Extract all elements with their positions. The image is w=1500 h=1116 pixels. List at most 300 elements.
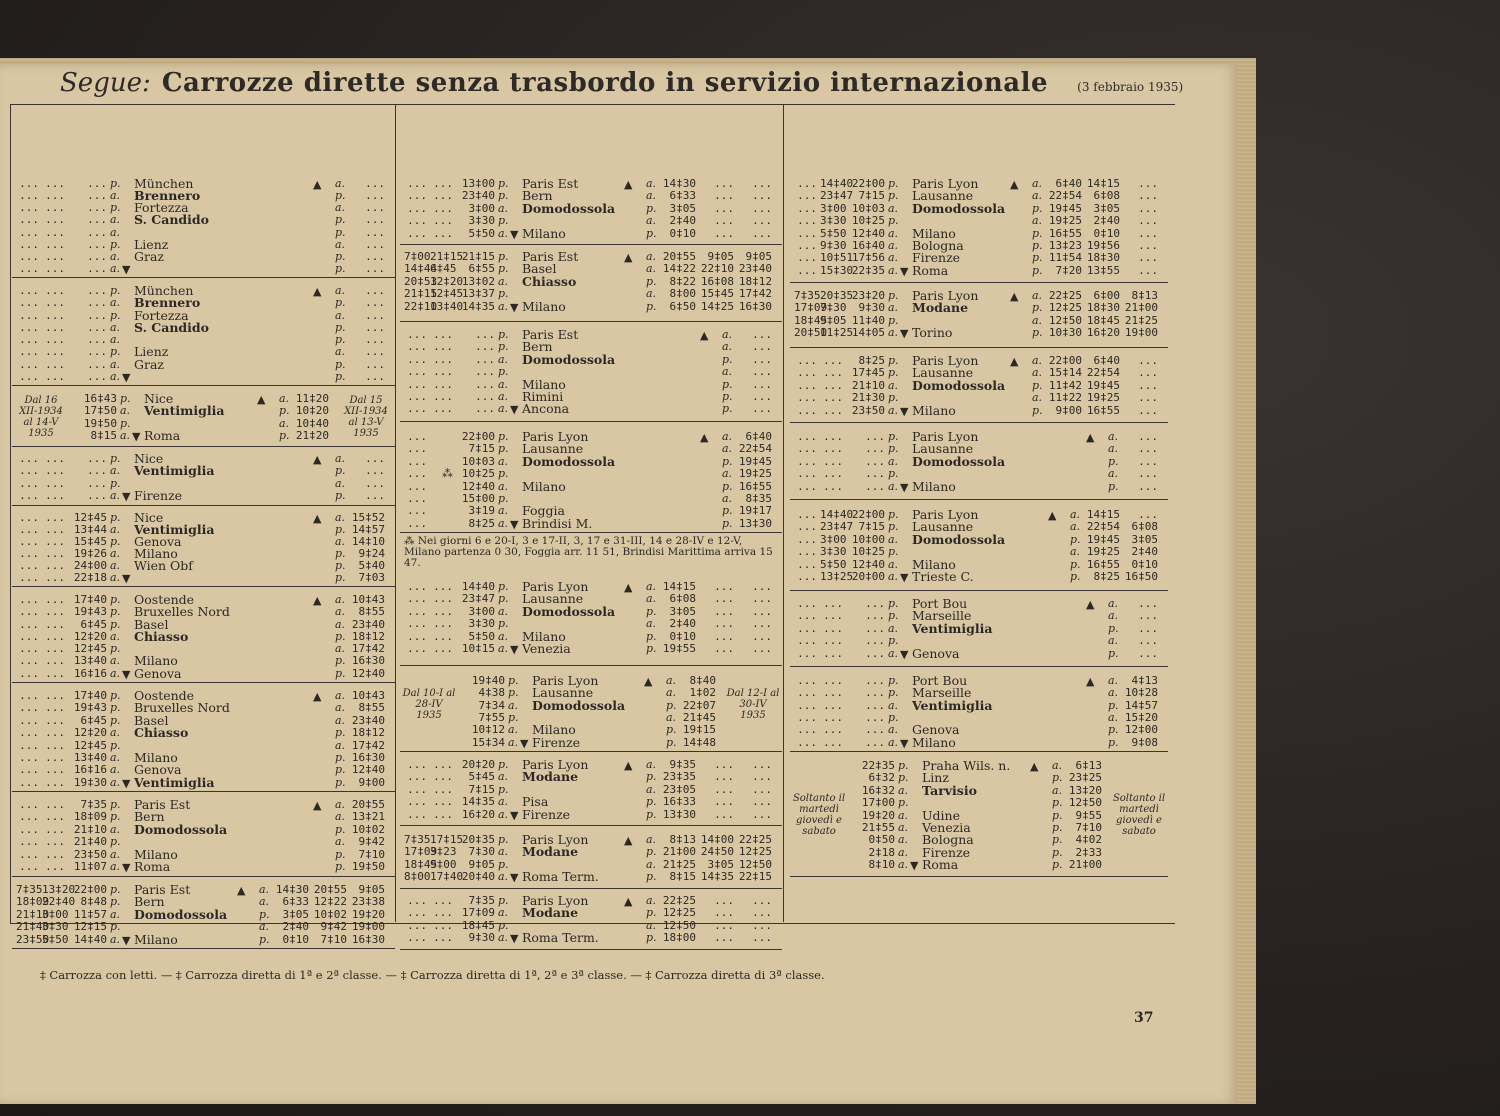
time-cell: 7‡30 [820,301,847,315]
time-cell: a. [1032,391,1043,405]
time-cell: ... [45,225,65,239]
time-cell: p. [888,520,899,534]
station-name: Bern [134,894,165,910]
table-row [400,643,782,655]
time-cell: ... [87,249,107,263]
time-cell: 14‡44 [404,262,438,276]
up-arrow-icon: ▲ [313,799,322,812]
time-cell: ... [19,261,39,275]
time-cell: ... [797,520,817,534]
time-cell: ... [19,835,39,849]
time-cell: ... [752,402,772,416]
station-name: Genova [134,534,182,549]
time-cell: ... [45,617,65,631]
time-cell: 19‡20 [861,808,895,822]
time-cell: ... [407,580,427,593]
time-cell: ... [433,758,453,771]
table-row [400,932,782,944]
station-name: Roma [912,262,949,278]
station-name: Roma Term. [522,930,599,946]
time-cell: a. [335,476,346,490]
time-cell: a. [646,857,657,871]
time-cell: 21‡10 [73,822,107,836]
time-cell: ... [19,763,39,777]
time-cell: 8‡40 [689,674,716,687]
time-cell: 22‡15 [738,870,772,884]
time-cell: ... [823,442,843,456]
time-cell: p. [888,214,899,228]
time-cell: a. [722,442,733,456]
station-name: Marseille [912,685,972,701]
time-cell: 22‡00 [461,430,495,443]
time-cell: ... [714,807,734,821]
down-arrow-icon: ▼ [510,643,519,656]
time-cell: 5‡50 [820,557,847,571]
time-cell: 13‡44 [73,523,107,536]
time-cell: 24‡50 [700,845,734,859]
time-cell: ... [752,795,772,809]
time-cell: ... [365,177,385,190]
time-cell: 14‡30 [662,177,696,190]
time-cell: a. [335,835,346,849]
time-cell: 14‡48 [682,735,716,749]
time-cell: a. [110,629,121,643]
time-cell: p. [1070,557,1081,571]
time-cell: 0‡10 [282,932,309,946]
time-cell: p. [1070,570,1081,583]
time-cell: ... [407,629,427,643]
station-name: Bern [522,339,553,355]
time-cell: 12‡50 [662,918,696,932]
time-cell: a. [335,713,346,727]
time-cell: ... [365,261,385,275]
time-cell: ... [87,213,107,227]
time-cell: a. [110,464,121,478]
time-cell: ... [752,340,772,354]
time-cell: 16‡08 [700,274,734,288]
time-cell: 0‡10 [669,629,696,643]
station-name: Brennero [134,188,201,204]
time-cell: ... [365,237,385,251]
time-cell: ... [823,646,843,660]
time-cell: p. [722,390,733,403]
time-cell: ... [797,723,817,737]
time-cell: 3‡30 [468,214,495,228]
time-cell: 11‡20 [295,392,329,405]
time-cell: 19‡43 [73,605,107,619]
time-cell: a. [646,580,657,593]
time-cell: ... [433,604,453,618]
time-cell: 24‡00 [73,559,107,572]
time-cell: 8‡48 [80,895,107,909]
time-cell: 13‡55 [1086,263,1120,277]
time-cell: 10‡03 [461,454,495,468]
time-cell: 16‡20 [1086,326,1120,340]
table-row [400,724,782,736]
time-cell: p. [498,250,509,263]
table-row [400,712,782,724]
time-cell: ... [1138,189,1158,203]
timetable-block [400,429,782,533]
time-cell: p. [1032,403,1043,417]
time-cell: p. [646,226,657,240]
time-cell: p. [888,508,899,521]
time-cell: 23‡47 [820,189,854,203]
down-arrow-icon: ▼ [122,861,131,874]
time-cell: ... [433,931,453,945]
time-cell: ... [87,189,107,203]
time-cell: p. [1108,735,1119,749]
time-cell: ... [865,723,885,737]
time-cell: p. [1052,833,1063,847]
time-cell: ... [714,617,734,631]
time-cell: p. [335,489,346,503]
time-cell: p. [888,686,899,700]
time-cell: p. [666,735,677,749]
time-cell: ... [797,354,817,367]
table-row [12,616,395,632]
time-cell: ... [45,750,65,764]
time-cell: p. [335,559,346,572]
time-cell: p. [110,738,121,752]
time-cell: ... [433,782,453,796]
station-name: Graz [134,248,164,264]
time-cell: 16‡16 [73,666,107,680]
time-cell: 11‡42 [1048,378,1082,392]
time-cell: 7‡35 [80,798,107,811]
time-cell: ... [19,476,39,490]
time-cell: 13‡23 [1048,239,1082,252]
time-cell: p. [1108,698,1119,712]
time-cell: p. [335,654,346,668]
timetable-block [790,758,1168,877]
table-row [12,836,395,848]
time-cell: a. [120,429,131,443]
time-cell: 1‡02 [689,686,716,700]
time-cell: ... [797,634,817,648]
station-name: Lausanne [522,441,584,457]
time-cell: ... [19,689,39,702]
time-cell: 11‡22 [1048,391,1082,405]
time-cell: ... [475,377,495,391]
time-cell: ... [433,226,453,240]
time-cell: p. [335,822,346,836]
time-cell: 21‡15 [430,250,464,263]
time-cell: ... [19,713,39,727]
time-cell: 7‡15 [858,520,885,534]
time-cell: 7‡15 [858,189,885,203]
station-name: Oostende [134,688,195,703]
time-cell: 12‡45 [73,738,107,752]
time-cell: 19‡26 [73,547,107,560]
time-cell: p. [110,798,121,811]
time-cell: p. [646,299,657,313]
time-cell: p. [110,284,121,297]
time-cell: p. [666,723,677,737]
timetable-block [12,283,395,386]
time-cell: ... [365,249,385,263]
time-cell: 22‡00 [851,508,885,521]
time-cell: p. [335,225,346,239]
station-name: Paris Est [522,327,579,342]
station-name: Fortezza [134,200,189,216]
time-cell: ... [407,758,427,771]
validity-note-left: Dal 10-I al 28-IV 1935 [402,688,456,721]
time-cell: 17‡09 [461,906,495,920]
time-cell: p. [1108,723,1119,737]
station-name: Domodossola [134,906,228,922]
time-cell: p. [110,895,121,909]
down-arrow-icon: ▼ [122,572,131,585]
time-cell: ... [714,604,734,618]
time-cell: 15‡30 [820,263,854,277]
time-cell: 21‡00 [1068,858,1102,872]
time-cell: a. [498,807,509,821]
time-cell: 8‡22 [669,274,696,288]
time-cell: ... [752,894,772,907]
time-cell: 10‡02 [351,822,385,836]
time-cell: ... [407,782,427,796]
time-cell: ... [797,189,817,203]
time-cell: 12‡40 [461,479,495,493]
time-cell: ... [45,763,65,777]
table-row [790,327,1168,339]
table-row [12,655,395,667]
time-cell: ... [797,391,817,405]
time-cell: 23‡40 [461,189,495,203]
time-cell: 5‡40 [358,559,385,572]
timetable-block [790,429,1168,500]
time-cell: a. [498,390,509,403]
time-cell: ... [19,345,39,359]
time-cell: ... [45,559,65,572]
time-cell: ... [407,807,427,821]
time-cell: 12‡15 [73,920,107,934]
time-cell: p. [646,201,657,215]
table-row [790,760,1168,772]
time-cell: p. [1032,201,1043,215]
time-cell: 23‡40 [738,262,772,276]
time-cell: 9‡42 [358,835,385,849]
time-cell: a. [498,504,509,518]
station-name: Milano [912,478,956,494]
time-cell: 14‡40 [461,580,495,593]
time-cell: ... [752,352,772,366]
time-cell: p. [508,674,519,687]
time-cell: a. [110,320,121,334]
time-cell: p. [666,698,677,712]
time-cell: ... [865,597,885,610]
time-cell: ... [87,489,107,503]
time-cell: p. [1108,479,1119,493]
station-name: Milano [134,653,178,669]
time-cell: 9‡00 [1055,403,1082,417]
time-cell: 13‡40 [73,750,107,764]
down-arrow-icon: ▼ [520,736,529,750]
time-cell: 10‡30 [1048,326,1082,340]
time-cell: ... [407,226,427,240]
up-arrow-icon: ▲ [700,329,709,342]
time-cell: p. [898,759,909,772]
column-separator [783,104,784,922]
time-cell: 15‡00 [461,491,495,505]
time-cell: 7‡15 [468,782,495,796]
time-cell: a. [1108,686,1119,700]
time-cell: 17‡09 [404,845,438,859]
time-cell: p. [498,833,509,846]
time-cell: 13‡21 [351,810,385,824]
time-cell: ... [752,377,772,391]
timetable-block [12,882,395,949]
time-cell: 13‡20 [42,883,76,896]
time-cell: 3‡05 [669,201,696,215]
time-cell: 9‡05 [468,857,495,871]
time-cell: ... [797,597,817,610]
time-cell: a. [646,177,657,190]
time-cell: a. [1108,634,1119,648]
up-arrow-icon: ▲ [1010,178,1019,191]
time-cell: p. [498,287,509,301]
time-cell: a. [1108,711,1119,724]
time-cell: ... [797,545,817,559]
time-cell: 9‡00 [358,775,385,789]
time-cell: ... [714,918,734,932]
time-cell: ... [865,711,885,724]
time-cell: ... [365,284,385,297]
time-cell: ... [45,284,65,297]
time-cell: ... [475,340,495,354]
time-cell: 21‡15 [404,287,438,301]
time-cell: ... [45,860,65,873]
time-cell: 17‡42 [351,738,385,752]
time-cell: 17‡00 [861,796,895,810]
time-cell: p. [259,907,270,921]
time-cell: p. [646,770,657,784]
station-name: Milano [532,722,576,738]
up-arrow-icon: ▲ [313,512,322,525]
time-cell: ... [45,798,65,811]
time-cell: 19‡45 [1048,201,1082,215]
up-arrow-icon: ▲ [1010,290,1019,303]
time-cell: 21‡40 [73,835,107,849]
table-row [12,702,395,714]
time-cell: 7‡10 [320,932,347,946]
time-cell: ... [87,345,107,359]
time-cell: p. [888,442,899,456]
time-cell: ... [475,390,495,403]
time-cell: ... [714,782,734,796]
time-cell: ... [433,629,453,643]
time-cell: p. [498,328,509,341]
time-cell: 6‡13 [1075,759,1102,772]
time-cell: 19‡25 [738,467,772,481]
time-cell: 15‡14 [1048,366,1082,380]
time-cell: a. [335,284,346,297]
station-name: Modane [522,844,579,860]
time-cell: ... [19,201,39,215]
time-cell: 22‡00 [73,883,107,896]
time-cell: a. [646,918,657,932]
time-cell: 6‡08 [669,592,696,606]
time-cell: p. [888,189,899,203]
station-name: Paris Lyon [522,579,589,594]
time-cell: 2‡40 [1131,545,1158,559]
station-name: S. Candido [134,319,209,335]
time-cell: ... [433,214,453,228]
time-cell: 18‡12 [351,726,385,740]
up-arrow-icon: ▲ [1048,509,1057,522]
time-cell: ... [407,340,427,354]
time-cell: ... [19,571,39,584]
time-cell: a. [888,301,899,315]
time-cell: 21‡20 [295,429,329,443]
station-name: Fortezza [134,307,189,323]
time-cell: p. [279,404,290,418]
time-cell: a. [888,251,899,265]
time-cell: ... [19,535,39,548]
time-cell: a. [1108,442,1119,456]
time-cell: p. [646,931,657,945]
station-name: Trieste C. [912,569,974,584]
time-cell: a. [335,177,346,190]
time-cell: ... [45,726,65,740]
time-cell: a. [1052,759,1063,772]
time-cell: a. [110,775,121,789]
time-cell: a. [110,489,121,503]
time-cell: p. [898,771,909,785]
time-cell: 16‡32 [861,783,895,797]
time-cell: ... [365,464,385,478]
table-row [12,430,395,442]
time-cell: a. [898,821,909,834]
time-cell: 3‡05 [282,907,309,921]
time-cell: 8‡15 [90,429,117,443]
time-cell: a. [888,557,899,571]
time-cell: 16‡30 [738,299,772,313]
time-cell: 9‡05 [820,313,847,327]
time-cell: ... [865,454,885,468]
time-cell: a. [722,340,733,354]
station-name: Milano [522,478,566,494]
time-cell: 12‡45 [73,642,107,656]
time-cell: 19‡25 [1086,545,1120,559]
time-cell: ... [407,491,427,505]
station-name: Port Bou [912,673,968,688]
time-cell: 3‡05 [707,857,734,871]
time-cell: p. [722,504,733,518]
time-cell: a. [110,261,121,275]
time-cell: ... [714,931,734,945]
time-cell: a. [646,758,657,771]
time-cell: ... [865,609,885,623]
time-cell: 23‡35 [662,770,696,784]
table-row [400,796,782,808]
time-cell: ... [797,251,817,265]
time-cell: 6‡55 [468,262,495,276]
time-cell: 23‡50 [16,932,50,946]
table-row [790,402,1168,418]
time-cell: ... [433,617,453,631]
time-cell: a. [498,516,509,530]
time-cell: a. [110,296,121,310]
station-name: Lausanne [532,685,594,701]
time-cell: 18‡12 [351,629,385,643]
time-cell: ... [407,365,427,379]
time-cell: ... [19,847,39,861]
time-cell: p. [498,758,509,771]
time-cell: 8‡10 [868,858,895,872]
time-cell: ... [797,557,817,571]
